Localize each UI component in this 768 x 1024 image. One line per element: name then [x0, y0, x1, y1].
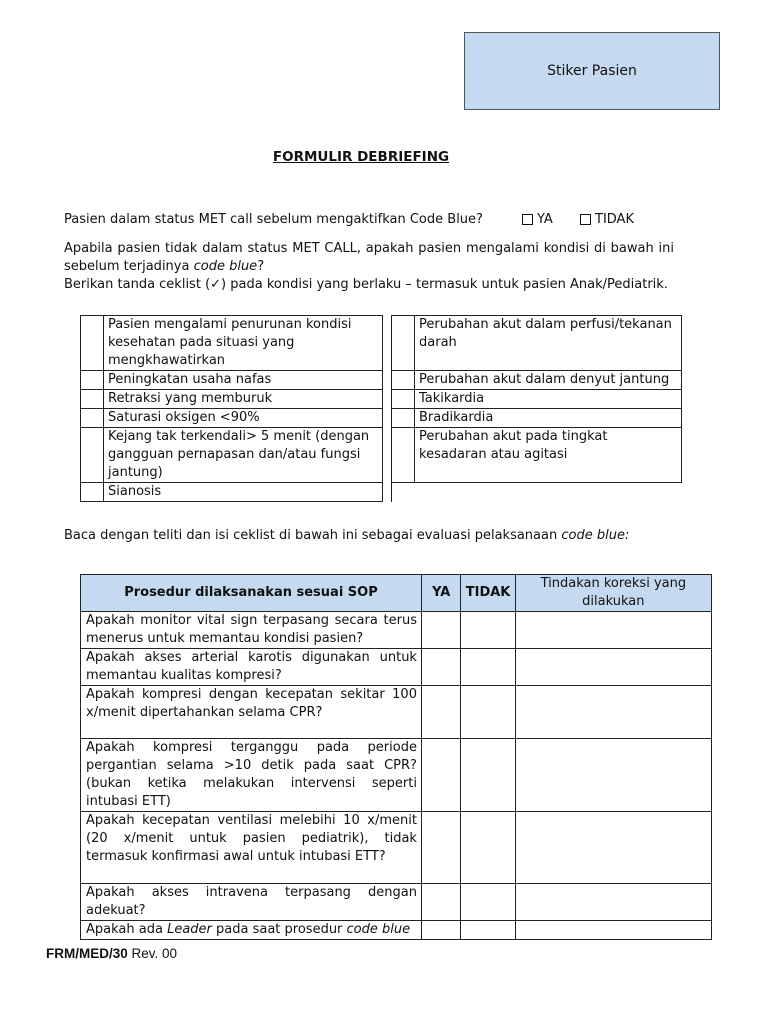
met-call-question: Pasien dalam status MET call sebelum mengaktifkan Code Blue? — [64, 212, 483, 227]
condition-checkbox[interactable] — [392, 316, 415, 371]
option-yes[interactable] — [522, 212, 553, 227]
cell-correction[interactable] — [515, 612, 711, 649]
patient-sticker-box — [464, 32, 720, 110]
cell-correction[interactable] — [515, 649, 711, 686]
cell-tidak[interactable] — [461, 921, 515, 940]
evaluation-intro: Baca dengan teliti dan isi ceklist di bawah ini sebagai evaluasi pelaksanaan code blue: — [64, 528, 630, 543]
page-title: FORMULIR DEBRIEFING — [272, 149, 450, 165]
cell-ya[interactable] — [421, 812, 460, 884]
cell-correction[interactable] — [515, 739, 711, 812]
condition-checkbox[interactable] — [392, 371, 415, 390]
sticker-label: Stiker Pasien — [547, 63, 637, 79]
cell-correction[interactable] — [515, 686, 711, 739]
condition-checkbox[interactable] — [392, 428, 415, 483]
cell-tidak[interactable] — [461, 649, 515, 686]
condition-left-2: Peningkatan usaha nafas — [104, 371, 383, 390]
condition-checkbox[interactable] — [81, 316, 104, 371]
procedure-row-1: Apakah monitor vital sign terpasang secara terus menerus untuk memantau kondisi pasien? — [81, 612, 422, 649]
cell-tidak[interactable] — [461, 812, 515, 884]
cell-tidak[interactable] — [461, 686, 515, 739]
cell-correction[interactable] — [515, 884, 711, 921]
condition-checkbox[interactable] — [392, 390, 415, 409]
condition-checkbox[interactable] — [81, 390, 104, 409]
condition-checkbox[interactable] — [81, 409, 104, 428]
option-no-label: TIDAK — [595, 212, 634, 227]
cell-tidak[interactable] — [461, 612, 515, 649]
condition-left-6: Sianosis — [104, 483, 383, 502]
condition-left-1: Pasien mengalami penurunan kondisi kesehatan pada situasi yang mengkhawatirkan — [104, 316, 383, 371]
header-procedure: Prosedur dilaksanakan sesuai SOP — [81, 575, 422, 612]
procedure-row-2: Apakah akses arterial karotis digunakan untuk memantau kualitas kompresi? — [81, 649, 422, 686]
cell-ya[interactable] — [421, 649, 460, 686]
cell-ya[interactable] — [421, 921, 460, 940]
header-corrective-action: Tindakan koreksi yang dilakukan — [515, 575, 711, 612]
cell-ya[interactable] — [421, 739, 460, 812]
condition-left-4: Saturasi oksigen <90% — [104, 409, 383, 428]
cell-ya[interactable] — [421, 884, 460, 921]
condition-right-5: Perubahan akut pada tingkat kesadaran atau agitasi — [415, 428, 682, 483]
checkmark-icon: ✓ — [210, 277, 222, 292]
cell-ya[interactable] — [421, 686, 460, 739]
condition-right-2: Perubahan akut dalam denyut jantung — [415, 371, 682, 390]
procedure-row-3: Apakah kompresi dengan kecepatan sekitar 100 x/menit dipertahankan selama CPR? — [81, 686, 422, 739]
condition-right-1: Perubahan akut dalam perfusi/tekanan darah — [415, 316, 682, 371]
header-ya: YA — [421, 575, 460, 612]
condition-checkbox[interactable] — [81, 483, 104, 502]
procedure-row-4: Apakah kompresi terganggu pada periode pergantian selama >10 detik pada saat CPR? (bukan ketika melakukan intervensi seperti intubasi ETT) — [81, 739, 422, 812]
checkbox-yes[interactable] — [522, 214, 533, 225]
option-no[interactable] — [580, 212, 634, 227]
condition-checkbox[interactable] — [392, 409, 415, 428]
procedure-row-7: Apakah ada Leader pada saat prosedur code blue — [81, 921, 422, 940]
conditions-table — [80, 315, 682, 502]
header-tidak: TIDAK — [461, 575, 515, 612]
cell-tidak[interactable] — [461, 884, 515, 921]
cell-correction[interactable] — [515, 812, 711, 884]
condition-left-5: Kejang tak terkendali> 5 menit (dengan gangguan pernapasan dan/atau fungsi jantung) — [104, 428, 383, 483]
condition-checkbox[interactable] — [81, 371, 104, 390]
instructions: Apabila pasien tidak dalam status MET CALL, apakah pasien mengalami kondisi di bawah ini sebelum terjadinya code blue? Berikan tanda ceklist (✓) pada kondisi yang berlaku – termasuk untuk pasien Anak/Pediatrik. — [64, 241, 674, 292]
cell-correction[interactable] — [515, 921, 711, 940]
condition-left-3: Retraksi yang memburuk — [104, 390, 383, 409]
cell-tidak[interactable] — [461, 739, 515, 812]
procedure-table — [80, 574, 712, 940]
condition-checkbox[interactable] — [81, 428, 104, 483]
condition-right-4: Bradikardia — [415, 409, 682, 428]
cell-ya[interactable] — [421, 612, 460, 649]
option-yes-label: YA — [537, 212, 553, 227]
checkbox-no[interactable] — [580, 214, 591, 225]
form-code-footer: FRM/MED/30 Rev. 00 — [46, 946, 178, 961]
procedure-row-5: Apakah kecepatan ventilasi melebihi 10 x/menit (20 x/menit untuk pasien pediatrik), tidak termasuk konfirmasi awal untuk intubasi ETT? — [81, 812, 422, 884]
procedure-row-6: Apakah akses intravena terpasang dengan adekuat? — [81, 884, 422, 921]
condition-right-3: Takikardia — [415, 390, 682, 409]
